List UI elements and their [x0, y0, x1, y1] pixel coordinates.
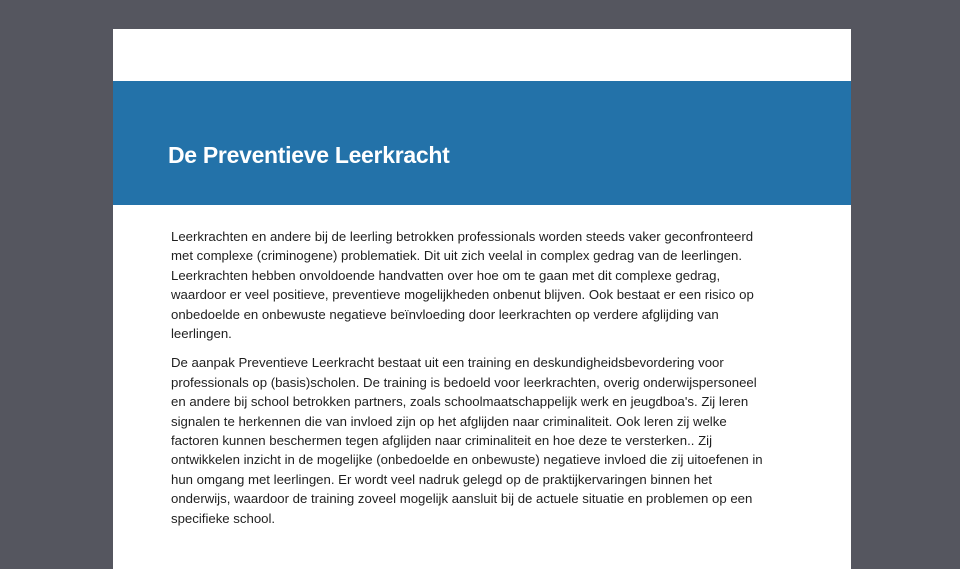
title-banner — [113, 81, 851, 205]
page-title: De Preventieve Leerkracht — [168, 142, 450, 168]
paragraph-1 — [171, 227, 771, 343]
text-line: ontwikkelen inzicht in de mogelijke (onbedoelde en onbewuste) negatieve invloed die zij uitoefenen in — [171, 452, 763, 468]
text-line: factoren kunnen beschermen tegen afglijden naar criminaliteit en hoe deze te versterken.. Zij — [171, 433, 712, 449]
text-line: met complexe (criminogene) problematiek. Dit uit zich veelal in complex gedrag van de leerlingen. — [171, 248, 743, 264]
text-line: en andere bij school betrokken partners, zoals schoolmaatschappelijk werk en jeugdboa's. Zij leren — [171, 394, 749, 410]
text-line: onbedoelde en onbewuste negatieve beïnvloeding door leerkrachten op verdere afglijding van — [171, 306, 719, 322]
text-line: waardoor er veel positieve, preventieve mogelijkheden onbenut blijven. Ook bestaat er een risico op — [171, 287, 754, 303]
text-line: signalen te herkennen die van invloed zijn op het afglijden naar criminaliteit. Ook leren zij welke — [171, 413, 727, 429]
paragraph-2 — [171, 353, 771, 528]
text-line: hun omgang met leerlingen. Er wordt veel nadruk gelegd op de praktijkervaringen binnen het — [171, 471, 713, 487]
text-line: leerlingen. — [171, 326, 232, 342]
text-line: De aanpak Preventieve Leerkracht bestaat uit een training en deskundigheidsbevordering voor — [171, 355, 724, 371]
text-line: professionals op (basis)scholen. De training is bedoeld voor leerkrachten, overig onderwijspersoneel — [171, 374, 757, 390]
text-line: specifieke school. — [171, 510, 276, 526]
text-line: onderwijs, waardoor de training zoveel mogelijk aansluit bij de actuele situatie en problemen op een — [171, 491, 753, 507]
document-page — [113, 29, 851, 569]
document-body — [171, 227, 771, 538]
text-line: Leerkrachten hebben onvoldoende handvatten over hoe om te gaan met dit complexe gedrag, — [171, 267, 721, 283]
text-line: Leerkrachten en andere bij de leerling betrokken professionals worden steeds vaker geconfronteerd — [171, 229, 754, 244]
